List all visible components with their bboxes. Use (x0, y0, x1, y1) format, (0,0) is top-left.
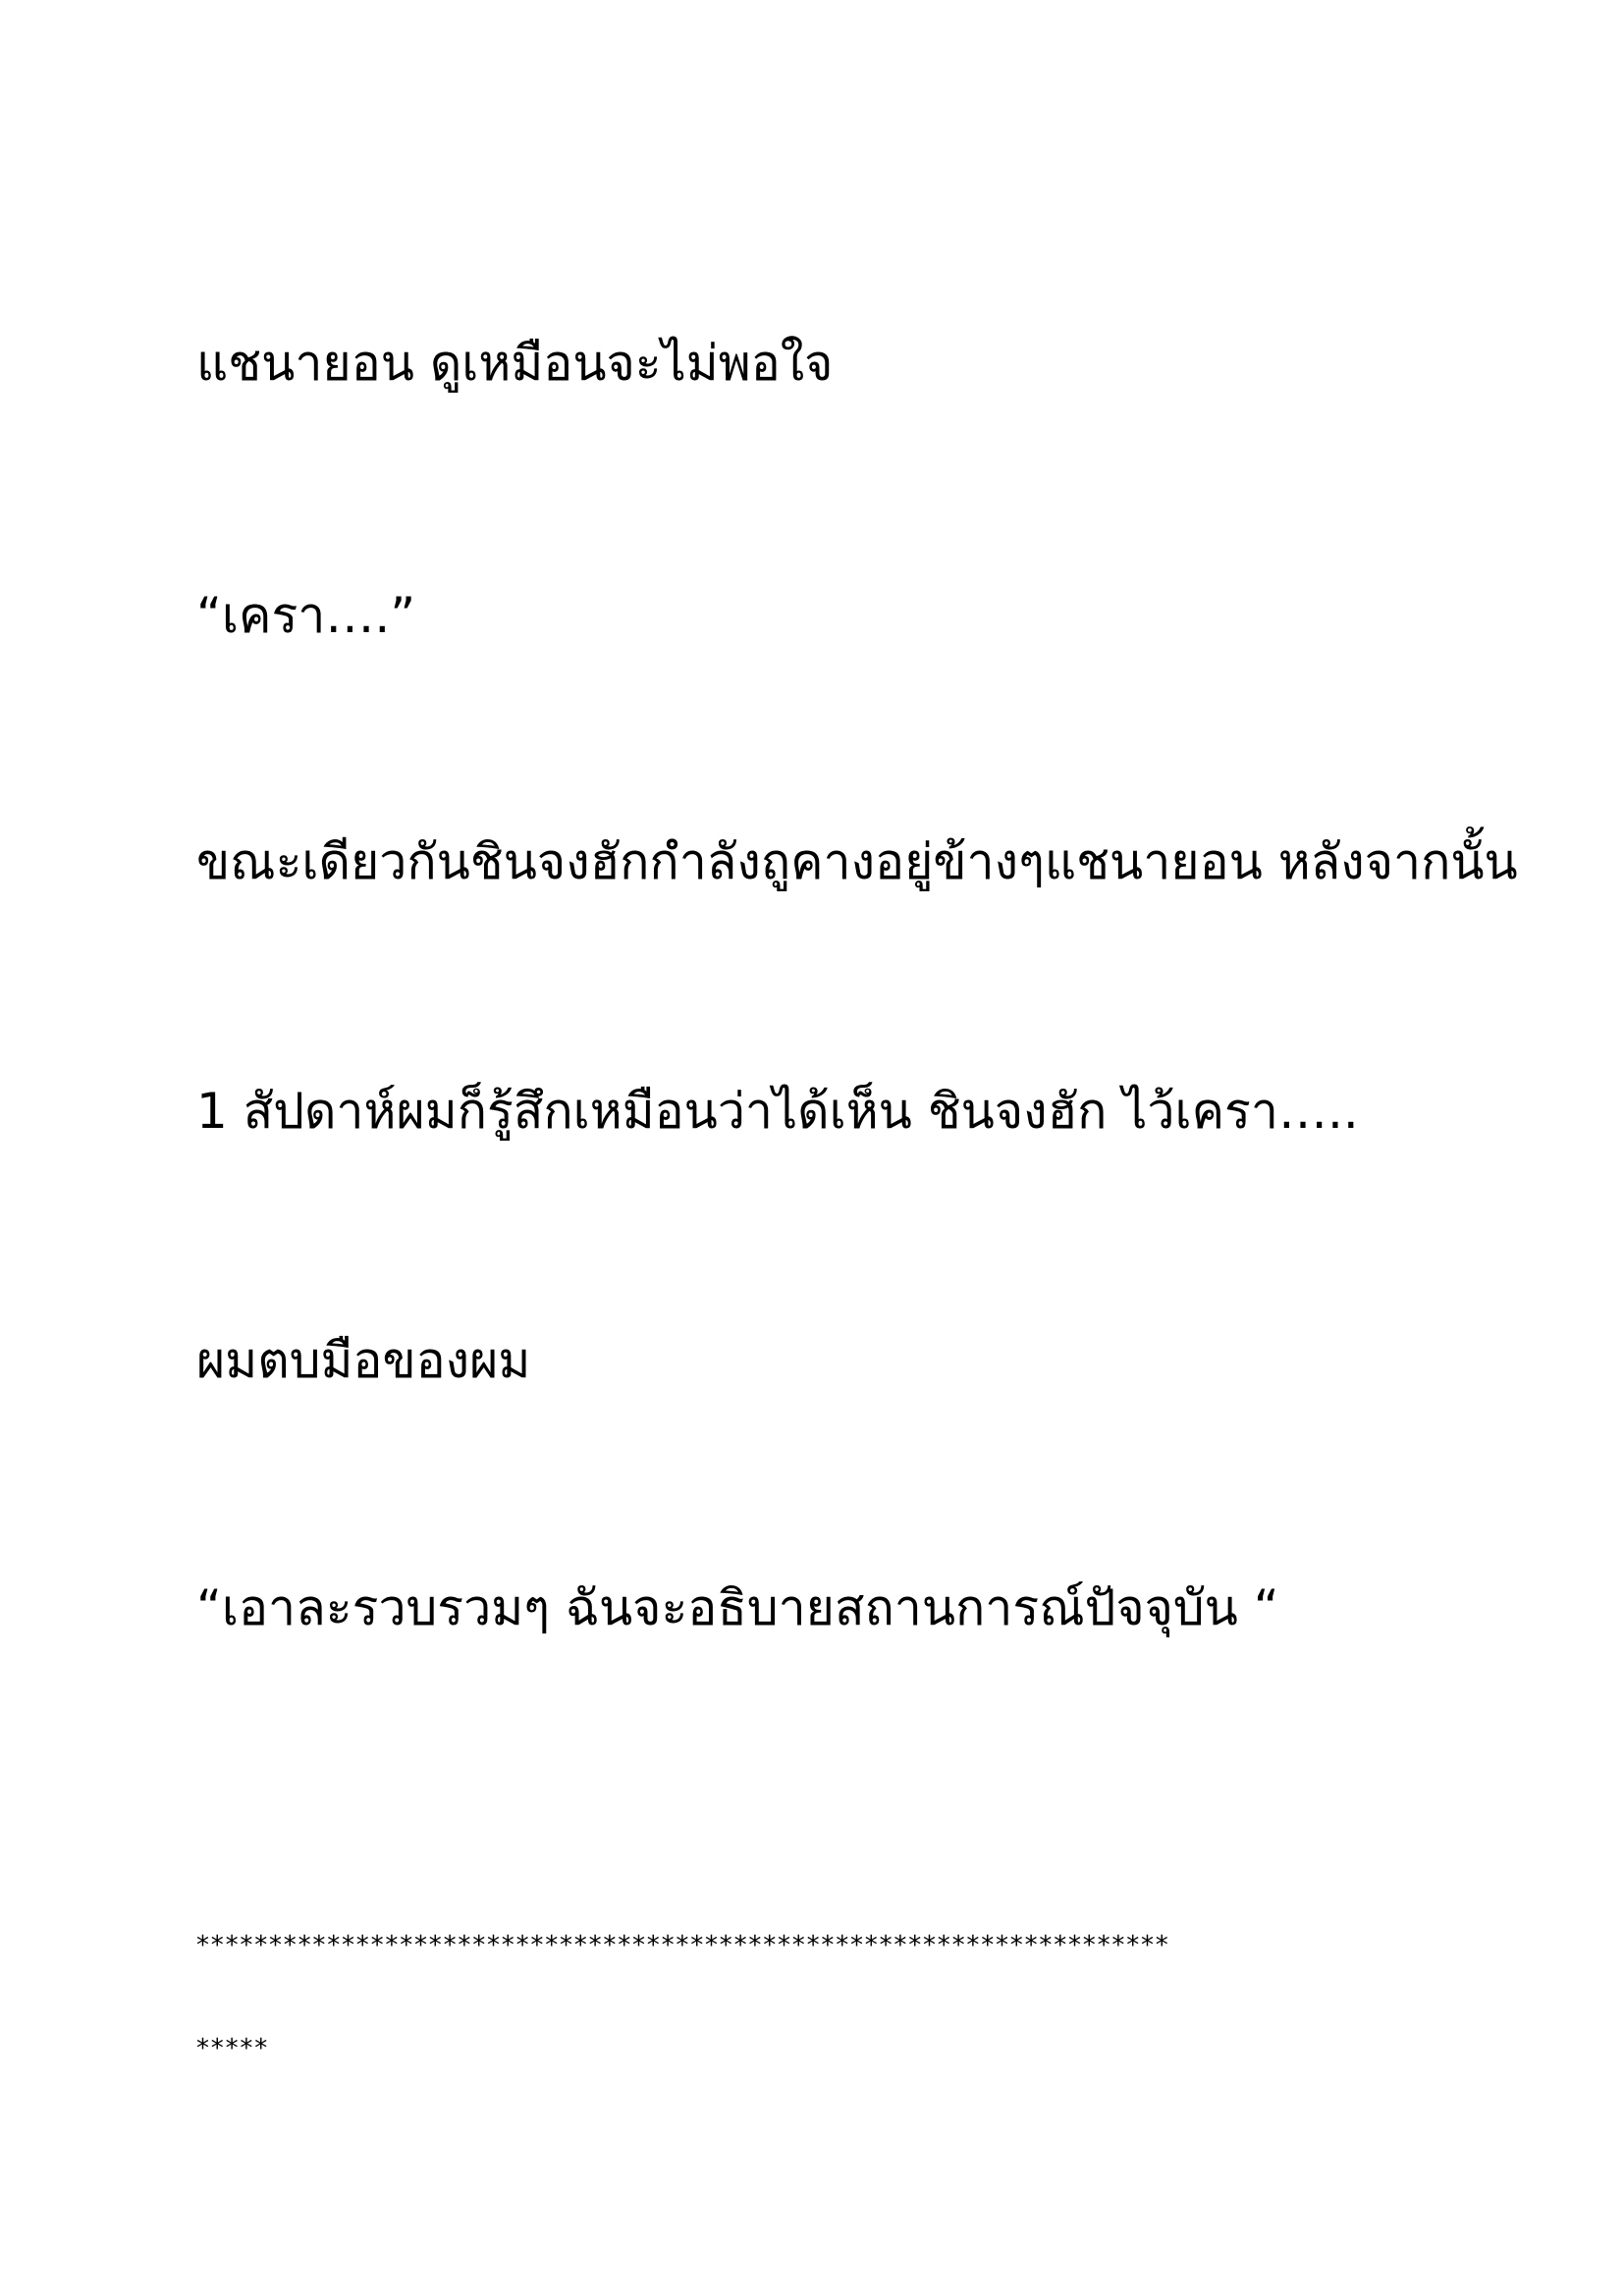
paragraph-6: “เอาละรวบรวมๆ ฉันจะอธิบายสถานการณ์ปัจจุบัน “ (196, 1579, 1279, 1636)
paragraph-1: แชนายอน ดูเหมือนจะไม่พอใจ (196, 335, 834, 392)
paragraph-3: ขณะเดียวกันชินจงฮักกำลังถูคางอยู่ข้างๆแชนายอน หลังจากนั้น (196, 833, 1518, 890)
section-separator-line-2: ***** (196, 2034, 269, 2063)
paragraph-5: ผมตบมือของผม (196, 1332, 531, 1389)
section-separator-line-1: ******************************************************************* (196, 1931, 1170, 1960)
paragraph-4: 1 สัปดาห์ผมก็รู้สึกเหมือนว่าได้เห็น ชินจงฮัก ไว้เครา….. (196, 1083, 1359, 1140)
paragraph-2: “เครา….” (196, 587, 416, 644)
